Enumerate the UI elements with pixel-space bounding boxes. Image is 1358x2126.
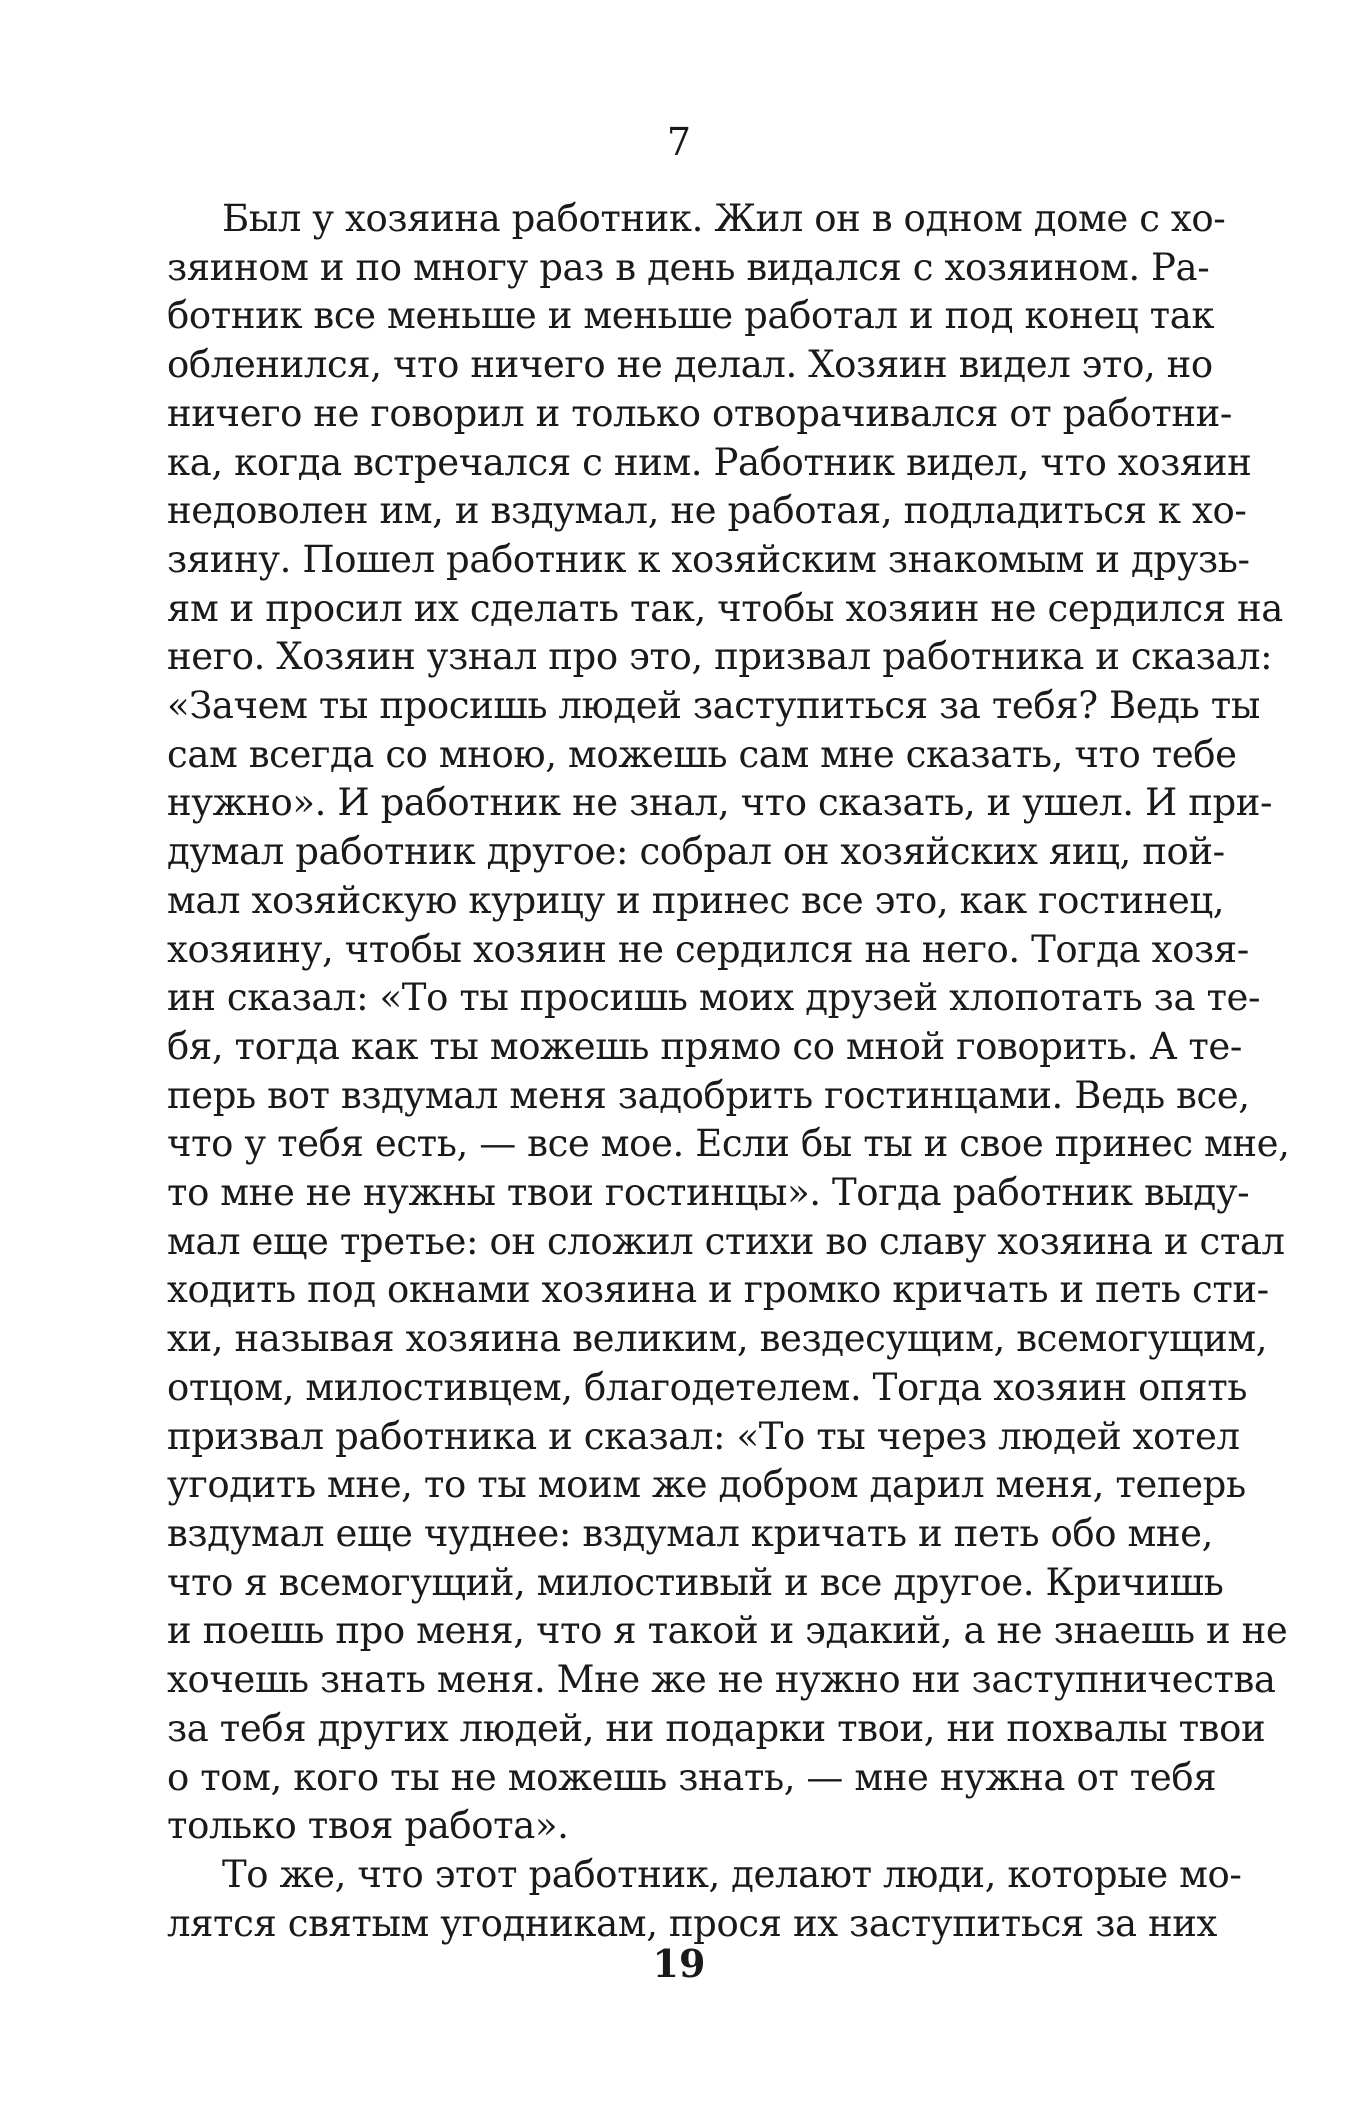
text-line: перь вот вздумал меня задобрить гостинцами. Ведь все, — [167, 1073, 1250, 1117]
text-line: зяину. Пошел работник к хозяйским знакомым и друзь- — [167, 537, 1250, 581]
text-line: ботник все меньше и меньше работал и под конец так — [167, 294, 1215, 338]
text-line: ничего не говорил и только отворачивался от работни- — [167, 391, 1233, 435]
text-line: ям и просил их сделать так, чтобы хозяин не сердился на — [167, 586, 1283, 630]
text-line: угодить мне, то ты моим же добром дарил меня, теперь — [167, 1463, 1246, 1507]
text-line: То же, что этот работник, делают люди, которые мо- — [222, 1852, 1242, 1896]
text-line: ка, когда встречался с ним. Работник видел, что хозяин — [167, 440, 1252, 484]
text-line: что у тебя есть, — все мое. Если бы ты и свое принес мне, — [167, 1122, 1290, 1166]
text-line: то мне не нужны твои гостинцы». Тогда работник выду- — [167, 1171, 1250, 1215]
text-line: и поешь про меня, что я такой и эдакий, а не знаешь и не — [167, 1609, 1288, 1653]
paragraph — [167, 195, 1290, 1851]
text-line: ин сказал: «То ты просишь моих друзей хлопотать за те- — [167, 976, 1261, 1020]
text-line: за тебя других людей, ни подарки твои, ни похвалы твои — [167, 1706, 1266, 1750]
text-line: хочешь знать меня. Мне же не нужно ни заступничества — [167, 1658, 1276, 1702]
text-line: мал еще третье: он сложил стихи во славу хозяина и стал — [167, 1219, 1285, 1263]
text-line: лятся святым угодникам, прося их заступиться за них — [167, 1901, 1217, 1945]
text-line: ходить под окнами хозяина и громко кричать и петь сти- — [167, 1268, 1269, 1312]
text-line: о том, кого ты не можешь знать, — мне нужна от тебя — [167, 1755, 1217, 1799]
text-line: отцом, милостивцем, благодетелем. Тогда хозяин опять — [167, 1365, 1248, 1409]
text-line: сам всегда со мною, можешь сам мне сказать, что тебе — [167, 732, 1237, 776]
text-line: обленился, что ничего не делал. Хозяин видел это, но — [167, 343, 1213, 387]
text-line: хозяину, чтобы хозяин не сердился на него. Тогда хозя- — [167, 927, 1249, 971]
body-text — [167, 195, 1290, 1948]
text-line: только твоя работа». — [167, 1804, 569, 1848]
text-line: зяином и по многу раз в день видался с хозяином. Ра- — [167, 245, 1210, 289]
paragraph — [167, 1851, 1242, 1948]
text-line: призвал работника и сказал: «То ты через людей хотел — [167, 1414, 1240, 1458]
chapter-number: 7 — [666, 120, 692, 164]
text-line: что я всемогущий, милостивый и все другое. Кричишь — [167, 1560, 1224, 1604]
text-line: хи, называя хозяина великим, вездесущим, всемогущим, — [167, 1317, 1268, 1361]
text-line: бя, тогда как ты можешь прямо со мной говорить. А те- — [167, 1024, 1243, 1068]
text-line: него. Хозяин узнал про это, призвал работника и сказал: — [167, 635, 1273, 679]
text-line: мал хозяйскую курицу и принес все это, как гостинец, — [167, 878, 1225, 922]
text-line: вздумал еще чуднее: вздумал кричать и петь обо мне, — [167, 1511, 1213, 1555]
text-line: недоволен им, и вздумал, не работая, подладиться к хо- — [167, 489, 1247, 533]
text-line: Был у хозяина работник. Жил он в одном доме с хо- — [222, 197, 1226, 240]
text-line: нужно». И работник не знал, что сказать, и ушел. И при- — [167, 781, 1273, 825]
text-line: думал работник другое: собрал он хозяйских яиц, пой- — [167, 830, 1225, 874]
page-number: 19 — [652, 1941, 706, 1986]
text-line: «Зачем ты просишь людей заступиться за тебя? Ведь ты — [167, 684, 1260, 728]
